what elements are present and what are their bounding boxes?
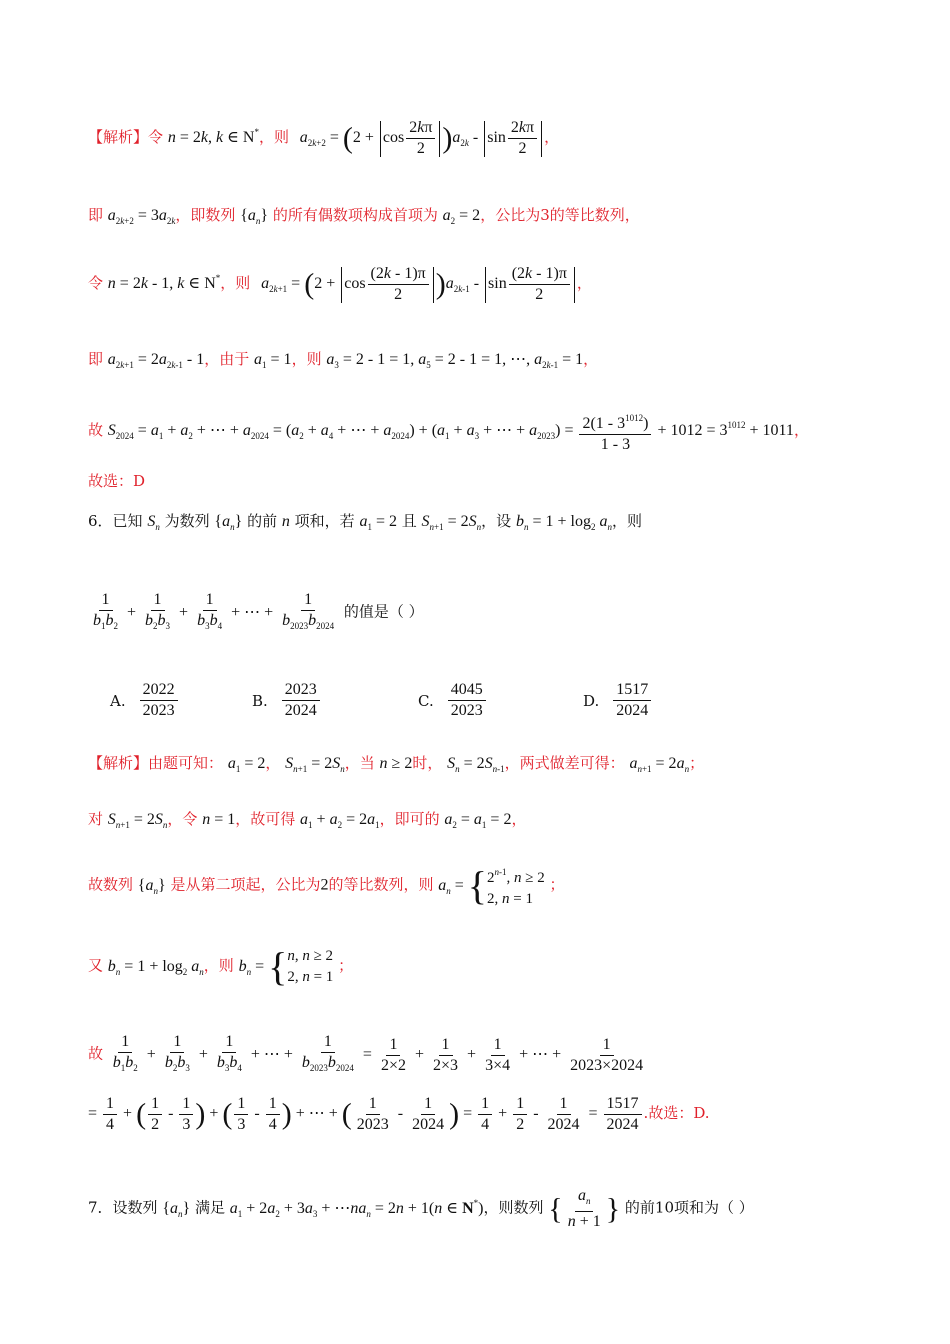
option-a[interactable]: A. $\frac{2022}{2023}$ bbox=[110, 680, 180, 721]
formula: $a_2 = a_1 = 2$ bbox=[444, 811, 512, 830]
formula: $S_{n+1} = 2S_n$ bbox=[107, 811, 168, 830]
question-7-line-1: 7．设数列 $\{a_n\}$ 满足 $a_1 + 2a_2 + 3a_3$ + $\cdots na_n = 2n + 1(n$ ∈ N*)，则数列 { $\frac{a_n}{n + 1}$ } 的前10项和为（ ） bbox=[88, 1187, 754, 1230]
formula: { $\frac{a_n}{n + 1}$ } bbox=[548, 1187, 621, 1230]
question-6-line-1: 6．已知 $S_n$ 为数列 $\{a_n\}$ 的前 n 项和，若 $a_1 = 2$ 且 $S_{n+1} = 2S_n$，设 $b_n = 1 + \log_2 a_n$，则 bbox=[88, 512, 642, 532]
solution-6-line-1: 【解析】由题可知： $a_1 = 2$， $S_{n+1} = 2S_n$，当 n ≥ 2时， $S_n = 2S_{n-1}$，两式做差可得： $a_{n+1} = 2a_n$； bbox=[88, 754, 705, 774]
solution-line-3: 令 n = 2k - 1, k ∈ N*，则 $a_{2k+1} = (2 + \cos$ $\frac{(2k - 1)\pi}{2}$ )$a_{2k-1}$ - sin $\frac{(2k - 1)\pi}{2}$ ， bbox=[88, 265, 592, 303]
question-number: 6．已知 bbox=[88, 512, 143, 530]
formula: $a_1 = 2$ bbox=[227, 755, 266, 774]
solution-line-1: 【解析】令 n = 2k, k ∈ N*，则 $a_{2k+2} = (2 + \cos$ $\frac{2k\pi}{2}$ )$a_{2k}$ - sin $\frac{2k\pi}{2}$ ， bbox=[88, 119, 560, 157]
solution-line-2: 即 $a_{2k+2} = 3a_{2k}$，即数列 $\{a_n\}$ 的所有偶数项构成首项为 $a_2 = 2$，公比为3的等比数列， bbox=[88, 206, 640, 226]
option-c[interactable]: C. $\frac{4045}{2023}$ bbox=[418, 680, 488, 721]
solution-6-line-5: 故 $\frac{1}{b_1b_2}$ + $\frac{1}{b_2b_3}$ + $\frac{1}{b_3b_4}$ + ⋯ + $\frac{1}{b_{2023}b_{2024}}$ = $\frac{1}{2\times 2}$ + $\frac{1}{2\times 3}$ + $\frac{1}{3\times 4}$ + ⋯ + $\frac{1}{2023\times 2024}$ bbox=[88, 1032, 648, 1078]
formula: $\{a_n\}$ bbox=[214, 513, 243, 532]
formula: $a_{2k+1} = (2 + \cos$ $\frac{(2k - 1)\pi}{2}$ )$a_{2k-1}$ - sin $\frac{(2k - 1)\pi}{2}$ bbox=[261, 275, 577, 292]
answer-value: D bbox=[133, 472, 146, 490]
formula: $a_{2k+2} = (2 + \cos$ $\frac{2k\pi}{2}$ )$a_{2k}$ - sin $\frac{2k\pi}{2}$ bbox=[300, 129, 544, 146]
option-d[interactable]: D. $\frac{1517}{2024}$ bbox=[583, 680, 653, 721]
formula: $S_n$ bbox=[147, 513, 160, 532]
formula: $S_{2024} = a_1 + a_2$ + ⋯ + $a_{2024} = (a_2 + a_4$ + ⋯ + $a_{2024}) + (a_1 + a_3$ + ⋯ + $a_{2023}$) = $\frac{2(1 - 3^{1012})}{1 - 3}$ + $1012 = 3^{1012} + 1011$ bbox=[108, 422, 794, 439]
formula: $b_n$ = { n, n ≥ 2 2, n = 1 bbox=[238, 944, 334, 989]
formula: $a_2 = 2$ bbox=[442, 207, 481, 226]
answer-line-5: 故选：D bbox=[88, 472, 146, 490]
answer-value: .故选：D. bbox=[643, 1104, 710, 1123]
solution-6-line-4: 又 $b_n = 1 + \log_2 a_n$，则 $b_n$ = { n, n ≥ 2 2, n = 1 ； bbox=[88, 944, 354, 989]
solution-line-4: 即 $a_{2k+1} = 2a_{2k-1} - 1$，由于 $a_1 = 1$，则 $a_3 = 2 - 1 = 1$, $a_5 = 2 - 1 = 1$, ⋯, $a_{2k-1} = 1$， bbox=[88, 350, 599, 370]
formula: n bbox=[281, 513, 290, 530]
formula: $\frac{1}{b_1b_2}$ + $\frac{1}{b_2b_3}$ + $\frac{1}{b_3b_4}$ + ⋯ + $\frac{1}{b_{2023}b_{2024}}$ bbox=[93, 591, 335, 631]
analysis-tag: 【解析】 bbox=[88, 128, 149, 147]
solution-6-line-3: 故数列 $\{a_n\}$ 是从第二项起，公比为2的等比数列，则 $a_n$ = { 2$^{n-1}$, n ≥ 2 2, n = 1 ； bbox=[88, 863, 565, 908]
formula: $\{a_n\}$ bbox=[240, 207, 269, 226]
formula: $S_{n+1} = 2S_n$ bbox=[285, 755, 345, 774]
formula: $\{a_n\}$ bbox=[162, 1199, 191, 1219]
question-6-line-2: $\frac{1}{b_1b_2}$ + $\frac{1}{b_2b_3}$ + $\frac{1}{b_3b_4}$ + ⋯ + $\frac{1}{b_{2023}b_{2024}}$ 的值是（ ） bbox=[88, 590, 424, 636]
solution-6-line-2: 对 $S_{n+1} = 2S_n$，令 n = 1，故可得 $a_1 + a_2 = 2a_1$，即可的 $a_2 = a_1 = 2$， bbox=[88, 810, 527, 830]
formula: $a_{2k+1} = 2a_{2k-1} - 1$ bbox=[107, 351, 205, 370]
option-b[interactable]: B. $\frac{2023}{2024}$ bbox=[252, 680, 322, 721]
formula: $b_n = 1 + \log_2 a_n$ bbox=[107, 957, 204, 977]
formula: $\{a_n\}$ bbox=[137, 876, 166, 896]
formula: = $\frac{1}{4}$ + ( $\frac{1}{2}$ - $\frac{1}{3}$ ) + ( $\frac{1}{3}$ - $\frac{1}{4}$ ) + ⋯ + ( $\frac{1}{2023}$ - $\frac{1}{2024}$ ) = $\frac{1}{4}$ + $\frac{1}{2}$ - $\frac{1}{2024}$ = $\frac{1517}{2024}$ bbox=[88, 1105, 644, 1122]
formula: n = 2k, k ∈ N* bbox=[167, 127, 259, 147]
formula: n ≥ 2 bbox=[379, 755, 413, 772]
formula: $a_1 = 2$ bbox=[359, 513, 397, 532]
formula: n = 1 bbox=[202, 811, 236, 828]
formula: n = 2k - 1, k ∈ N* bbox=[107, 273, 221, 293]
formula: $S_{n+1} = 2S_n$ bbox=[421, 513, 482, 532]
formula: $b_n = 1 + \log_2 a_n$ bbox=[515, 513, 612, 532]
formula: $a_3 = 2 - 1 = 1$, $a_5 = 2 - 1 = 1$, ⋯, $a_{2k-1} = 1$ bbox=[326, 351, 584, 370]
solution-6-line-6 bbox=[88, 1094, 710, 1135]
solution-line-5: 故 $S_{2024} = a_1 + a_2$ + ⋯ + $a_{2024} = (a_2 + a_4$ + ⋯ + $a_{2024}) + (a_1 + a_3$ + ⋯ + $a_{2023}$) = $\frac{2(1 - 3^{1012})}{1 - 3}$ + $1012 = 3^{1012} + 1011$， bbox=[88, 408, 809, 455]
formula: $a_1 + 2a_2 + 3a_3$ + $\cdots na_n = 2n + 1(n$ ∈ N*) bbox=[229, 1197, 484, 1219]
formula: $a_1 + a_2 = 2a_1$ bbox=[300, 811, 380, 830]
formula: $a_{2k+2} = 3a_{2k}$ bbox=[107, 207, 176, 226]
question-number: 7．设数列 bbox=[88, 1198, 158, 1217]
formula: $\frac{1}{b_1b_2}$ + $\frac{1}{b_2b_3}$ + $\frac{1}{b_3b_4}$ + ⋯ + $\frac{1}{b_{2023}b_{2024}}$ = $\frac{1}{2\times 2}$ + $\frac{1}{2\times 3}$ + $\frac{1}{3\times 4}$ + ⋯ + $\frac{1}{2023\times 2024}$ bbox=[112, 1033, 644, 1074]
formula: $a_n$ = { 2$^{n-1}$, n ≥ 2 2, n = 1 bbox=[438, 863, 545, 908]
formula: $a_1 = 1$ bbox=[254, 351, 292, 370]
formula: $a_{n+1} = 2a_n$ bbox=[629, 755, 690, 774]
formula: $S_n = 2S_{n-1}$ bbox=[447, 755, 505, 774]
